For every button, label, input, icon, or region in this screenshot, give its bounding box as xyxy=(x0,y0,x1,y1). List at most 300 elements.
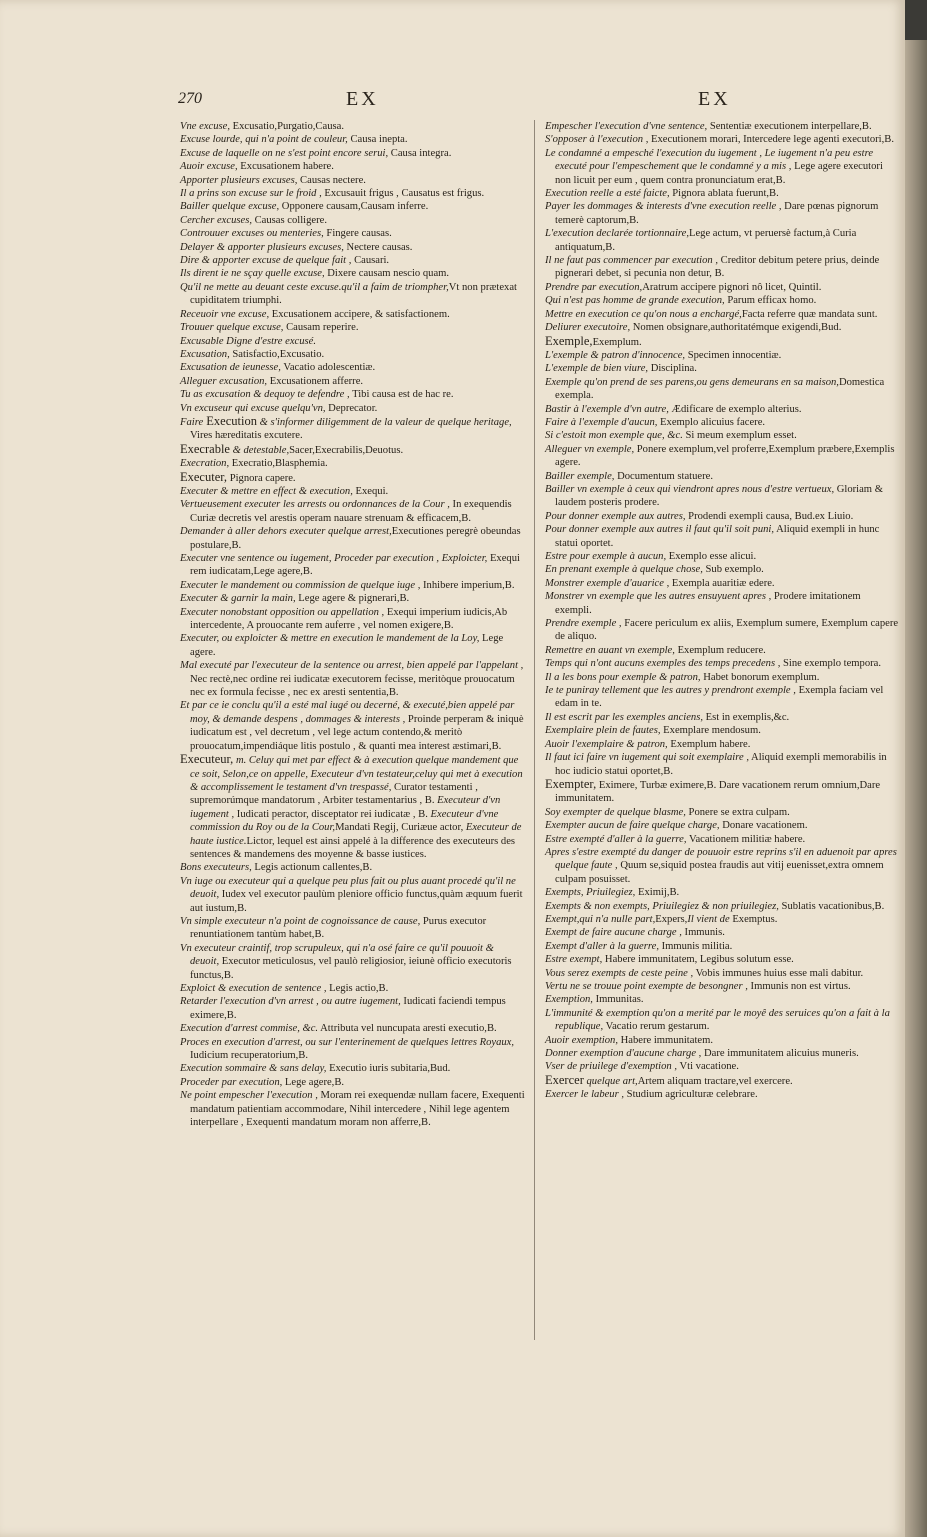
entry-latin: Iudicati peractor, disceptator rei iudicatæ , B. xyxy=(234,808,428,820)
entry-french: Faire xyxy=(180,416,204,428)
dictionary-entry xyxy=(180,1089,525,1129)
entry-french: Si c'estoit mon exemple que, &c. xyxy=(545,430,683,442)
dictionary-entry xyxy=(180,147,525,160)
entry-french: Excusation de ieunesse, xyxy=(180,362,281,374)
entry-french: Controuuer excuses ou menteries, xyxy=(180,228,324,240)
entry-french: Bailler quelque excuse, xyxy=(180,201,280,213)
entry-french: Monstrer exemple d'auarice , xyxy=(545,577,670,589)
dictionary-entry xyxy=(180,335,525,348)
entry-latin: Sententiæ executionem interpellare,B. xyxy=(707,121,872,132)
entry-french: Bastir à l'exemple d'vn autre, xyxy=(545,403,669,415)
dictionary-entry xyxy=(180,443,525,457)
entry-french: Exploict & execution de sentence , xyxy=(180,983,327,994)
entry-french: Il ne faut pas commencer par execution , xyxy=(545,255,718,267)
entry-latin: Executio iuris subitaria,Bud. xyxy=(326,1063,451,1075)
entry-latin: Vires hæreditatis excutere. xyxy=(190,430,303,442)
entry-french: Exercer le labeur , xyxy=(545,1089,625,1101)
entry-latin: Sublatis vacationibus,B. xyxy=(778,900,885,912)
dictionary-entry xyxy=(180,753,525,861)
dictionary-entry xyxy=(180,1076,525,1089)
dictionary-entry xyxy=(180,552,525,579)
entry-french: Prendre exemple , xyxy=(545,618,622,630)
entry-french: Proceder par execution, xyxy=(180,1076,283,1088)
entry-french: Empescher l'execution d'vne sentence, xyxy=(545,121,708,132)
dictionary-entry xyxy=(545,416,900,429)
dictionary-entry xyxy=(180,525,525,552)
dictionary-entry xyxy=(180,402,525,415)
entry-latin: Aratrum accipere pignori nô licet, Quintil. xyxy=(642,281,822,293)
entry-french: quelque art, xyxy=(583,1075,638,1087)
entry-french: Monstrer vn exemple que les autres ensuyuent apres , xyxy=(545,591,772,603)
entry-latin: Causari. xyxy=(351,255,390,267)
dictionary-entry xyxy=(545,147,900,187)
dictionary-entry xyxy=(180,606,525,633)
entry-latin: Excusationem afferre. xyxy=(267,375,364,387)
entry-french: Il vient de xyxy=(687,913,730,925)
dictionary-entry xyxy=(180,321,525,334)
entry-latin: Pignora ablata fuerunt,B. xyxy=(669,188,779,200)
entry-french: Receuoir vne excuse, xyxy=(180,308,270,320)
entry-french: Bons executeurs, xyxy=(180,862,252,874)
entry-latin: Expers, xyxy=(655,913,688,925)
entry-latin: Dare immunitatem alicuius muneris. xyxy=(701,1048,859,1060)
entry-latin: Lege agere,B. xyxy=(282,1076,345,1088)
dictionary-entry xyxy=(180,267,525,280)
entry-french: Exempt de faire aucune charge , xyxy=(545,927,682,939)
entry-latin: Documentum statuere. xyxy=(614,470,713,482)
dictionary-entry xyxy=(545,819,900,832)
dictionary-entry xyxy=(545,403,900,416)
entry-latin: Habet bonorum exemplum. xyxy=(700,671,820,683)
entry-french: Exempts & non exempts, Priuilegiez & non priuilegiez, xyxy=(545,900,779,912)
dictionary-entry xyxy=(180,915,525,942)
entry-headword: Executeur, xyxy=(180,752,234,767)
entry-french: Soy exempter de quelque blasme, xyxy=(545,806,686,818)
dictionary-entry xyxy=(180,133,525,146)
dictionary-entry xyxy=(545,724,900,737)
entry-french: Vertueusement executer les arrests ou ordonnances de la Cour , xyxy=(180,499,450,511)
entry-latin: Exemptus. xyxy=(729,913,778,925)
dictionary-entry xyxy=(545,349,900,362)
entry-latin: Execratio,Blasphemia. xyxy=(229,458,328,470)
entry-headword: Executer, xyxy=(180,469,228,484)
dictionary-entry xyxy=(545,1074,900,1088)
dictionary-entry xyxy=(180,659,525,699)
entry-french: Executer & mettre en effect & execution, xyxy=(180,485,353,497)
dictionary-entry xyxy=(545,254,900,281)
entry-french: Trouuer quelque excuse, xyxy=(180,322,284,334)
dictionary-entry xyxy=(545,1088,900,1101)
entry-latin: Specimen innocentiæ. xyxy=(685,349,782,361)
dictionary-entry xyxy=(545,953,900,966)
entry-french: Estre exempt, xyxy=(545,954,603,966)
entry-latin: Mandati Regij, Curiæue actor, xyxy=(335,822,464,834)
entry-latin: Attributa vel nuncupata aresti executio,B. xyxy=(318,1023,497,1035)
dictionary-entry xyxy=(180,592,525,605)
page-header xyxy=(178,88,738,118)
entry-latin: Iudicium recuperatorium,B. xyxy=(190,1050,308,1062)
entry-french: Executeur de haute iustice. xyxy=(190,822,522,847)
entry-french: Execution d'arrest commise, &c. xyxy=(180,1023,319,1035)
entry-french: & s'informer diligemment de la valeur de quelque heritage, xyxy=(256,416,512,428)
entry-french: Executer, ou exploicter & mettre en execution le mandement de la Loy, xyxy=(180,633,480,645)
entry-latin: Tibi causa est de hac re. xyxy=(349,389,454,401)
entry-latin: Facta referre quæ mandata sunt. xyxy=(741,308,878,320)
dictionary-entry xyxy=(545,806,900,819)
dictionary-entry xyxy=(180,471,525,485)
dictionary-entry xyxy=(180,200,525,213)
entry-french: Excuse de laquelle on ne s'est point encore serui, xyxy=(180,147,389,159)
right-column xyxy=(545,120,900,1102)
dictionary-entry xyxy=(545,886,900,899)
entry-french: Vn iuge ou executeur qui a quelque peu plus fait ou plus auant procedé qu'il ne deuoit, xyxy=(180,875,516,901)
entry-french: Dire & apporter excuse de quelque fait , xyxy=(180,255,352,267)
entry-french: Qui n'est pas homme de grande execution, xyxy=(545,295,725,307)
entry-french: Et par ce ie conclu qu'il a esté mal iugé ou decerné, & executé,bien appelé par moy, & demande despens , dommages & interests , xyxy=(180,700,515,725)
entry-latin: Si meum exemplum esset. xyxy=(682,430,797,442)
entry-french: L'execution declarée tortionnaire, xyxy=(545,228,689,240)
dictionary-entry xyxy=(545,711,900,724)
dictionary-entry xyxy=(180,1036,525,1063)
entry-french: Excusation, xyxy=(180,348,230,360)
dictionary-entry xyxy=(545,120,900,133)
entry-french: Execration, xyxy=(180,458,230,470)
entry-latin: Eximere, Turbæ eximere,B. Dare vacationem rerum omnium,Dare immunitatem. xyxy=(555,779,881,805)
dictionary-entry xyxy=(545,657,900,670)
entry-latin: Est in exemplis,&c. xyxy=(702,711,790,723)
entry-french: Exempt,qui n'a nulle part, xyxy=(545,913,656,925)
entry-latin: Ædificare de exemplo alterius. xyxy=(668,403,802,415)
entry-french: Executer & garnir la main, xyxy=(180,593,296,605)
entry-latin: Iudicati faciendi tempus eximere,B. xyxy=(190,996,506,1021)
entry-latin: Exempla faciam vel edam in te. xyxy=(555,685,884,710)
entry-french: Estre pour exemple à aucun, xyxy=(545,551,667,562)
entry-french: Executer vne sentence ou iugement, Proceder par execution , Exploicter, xyxy=(180,553,488,564)
dictionary-entry xyxy=(180,281,525,308)
entry-latin: Nomen obsignare,authoritatémque exigendi,Bud. xyxy=(630,322,842,334)
dictionary-entry xyxy=(545,335,900,349)
dictionary-entry xyxy=(545,967,900,980)
dictionary-entry xyxy=(180,348,525,361)
entry-latin: Exemplum reducere. xyxy=(674,644,766,656)
entry-latin: Excusatio,Purgatio,Causa. xyxy=(230,121,344,132)
entry-latin: Vacatio adolescentiæ. xyxy=(280,362,376,374)
entry-latin: In exequendis Curiæ decretis vel arestis operam nauare strenuam & efficacem,B. xyxy=(190,499,512,524)
entry-french: Executeur d'vn iugement , xyxy=(190,795,501,820)
entry-french: Executeur d'vne commission du Roy ou de la Cour, xyxy=(190,808,499,834)
dictionary-entry xyxy=(545,321,900,334)
entry-latin: Pignora capere. xyxy=(227,472,296,484)
entry-headword: Execrable xyxy=(180,441,230,456)
entry-french: Demander à aller dehors executer quelque arrest, xyxy=(180,526,392,538)
dictionary-entry xyxy=(545,1034,900,1047)
entry-french: Exempter aucun de faire quelque charge, xyxy=(545,820,720,832)
entry-french: Estre exempté d'aller à la guerre, xyxy=(545,833,687,845)
entry-latin: Prodere imitationem exempli. xyxy=(555,591,861,616)
entry-french: Vne excuse, xyxy=(180,121,230,132)
entry-latin: Executor meticulosus, vel paulò religiosior, ieiunè officio executoris functus,B. xyxy=(190,956,512,981)
entry-latin: Exemplo esse alicui. xyxy=(666,551,757,562)
entry-french: Il a prins son excuse sur le froid , xyxy=(180,188,322,200)
dictionary-entry xyxy=(545,913,900,926)
entry-latin: Exequi rem iudicatam,Lege agere,B. xyxy=(190,553,520,578)
entry-latin: Sine exemplo tempora. xyxy=(780,658,882,670)
dictionary-entry xyxy=(545,227,900,254)
dictionary-entry xyxy=(180,375,525,388)
entry-french: Delayer & apporter plusieurs excuses, xyxy=(180,241,344,253)
entry-latin: Executiones peregrè obeundas postulare,B. xyxy=(190,526,521,551)
dictionary-entry xyxy=(180,227,525,240)
entry-latin: Nec rectè,nec ordine rei iudicatæ executorem fecisse, meritòque prouocatum nec ex formula fecisse , nec ex aresti sententia,B. xyxy=(190,673,515,699)
dictionary-entry xyxy=(545,510,900,523)
entry-latin: Sacer,Execrabilis,Deuotus. xyxy=(289,444,404,456)
dictionary-entry xyxy=(545,980,900,993)
dictionary-entry xyxy=(545,900,900,913)
entry-latin: Parum efficax homo. xyxy=(724,295,817,307)
entry-latin: Purus executor renuntiationem tantùm habet,B. xyxy=(190,915,487,941)
entry-french: Executer nonobstant opposition ou appellation , xyxy=(180,606,385,618)
entry-latin: Exequi. xyxy=(352,485,389,497)
column-rule xyxy=(534,120,535,1340)
dictionary-entry xyxy=(180,174,525,187)
entry-french: L'exemple & patron d'innocence, xyxy=(545,349,686,361)
entry-latin: Exequi imperium iudicis,Ab intercedente, A prouocante rem auferre , vel nomen exigere,B. xyxy=(190,606,508,632)
dictionary-entry xyxy=(545,1060,900,1073)
dictionary-entry xyxy=(180,699,525,753)
entry-french: Executer le mandement ou commission de quelque iuge , xyxy=(180,579,421,591)
entry-latin: Exemplum. xyxy=(592,336,642,348)
entry-latin: Causa integra. xyxy=(388,147,452,159)
dictionary-entry xyxy=(180,241,525,254)
entry-latin: Legis actio,B. xyxy=(326,983,389,994)
entry-latin: Quum se,siquid postea fraudis aut vitij euenisset,extra omnem culpam posuisset. xyxy=(555,860,884,885)
entry-latin: Ponere exemplum,vel proferre,Exemplum præbere,Exemplis agere. xyxy=(555,443,895,469)
entry-french: Vn excuseur qui excuse quelqu'vn, xyxy=(180,402,326,414)
entry-latin: Vobis immunes huius esse mali dabitur. xyxy=(693,967,864,979)
dictionary-entry xyxy=(545,550,900,563)
entry-latin: Causa inepta. xyxy=(347,134,408,146)
entry-latin: Dixere causam nescio quam. xyxy=(324,268,450,280)
entry-french: Il est escrit par les exemples anciens, xyxy=(545,711,703,723)
entry-french: Prendre par execution, xyxy=(545,281,643,293)
entry-french: Donner exemption d'aucune charge , xyxy=(545,1048,702,1060)
entry-latin: Exempla auaritiæ edere. xyxy=(669,577,775,589)
dictionary-entry xyxy=(545,443,900,470)
entry-latin: Excusauit frigus , Causatus est frigus. xyxy=(321,188,485,200)
entry-french: S'opposer à l'execution , xyxy=(545,134,649,146)
entry-latin: Facere periculum ex aliis, Exemplum sumere, Exemplum capere de aliquo. xyxy=(555,618,899,643)
dictionary-entry xyxy=(180,498,525,525)
entry-french: Payer les dommages & interests d'vne execution reelle , xyxy=(545,201,782,213)
dictionary-entry xyxy=(180,1022,525,1035)
page-number: 270 xyxy=(178,90,202,107)
dictionary-entry xyxy=(545,833,900,846)
entry-latin: Immunis. xyxy=(681,927,725,939)
entry-latin: Excusationem accipere, & satisfactionem. xyxy=(269,308,450,320)
entry-latin: Gloriam & laudem posteris prodere. xyxy=(555,483,883,509)
entry-latin: Satisfactio,Excusatio. xyxy=(229,348,325,360)
entry-french: Vous serez exempts de ceste peine , xyxy=(545,967,694,979)
dictionary-entry xyxy=(545,644,900,657)
entry-french: Temps qui n'ont aucuns exemples des temps precedens , xyxy=(545,658,781,670)
dictionary-entry xyxy=(545,563,900,576)
dictionary-entry xyxy=(545,926,900,939)
dictionary-entry xyxy=(545,846,900,886)
entry-french: Mettre en execution ce qu'on nous a enchargé, xyxy=(545,308,742,320)
entry-latin: Fingere causas. xyxy=(323,228,392,240)
dictionary-entry xyxy=(545,200,900,227)
entry-latin: Inhibere imperium,B. xyxy=(420,579,515,591)
entry-latin: Vt non prætexat cupiditatem triumphi. xyxy=(190,281,517,307)
entry-latin: Immunis non est virtus. xyxy=(747,981,851,992)
entry-french: Excuse lourde, qui n'a point de couleur, xyxy=(180,134,348,146)
entry-french: Auoir l'exemplaire & patron, xyxy=(545,738,668,750)
dictionary-entry xyxy=(180,485,525,498)
dictionary-entry xyxy=(545,617,900,644)
entry-french: Vertu ne se trouue point exempte de besongner , xyxy=(545,981,748,992)
dictionary-entry xyxy=(180,120,525,133)
entry-french: Deliurer executoire, xyxy=(545,322,631,334)
dictionary-entry xyxy=(180,875,525,915)
dictionary-entry xyxy=(180,308,525,321)
entry-latin: Causas colligere. xyxy=(251,214,327,226)
dictionary-entry xyxy=(180,415,525,443)
entry-french: Remettre en auant vn exemple, xyxy=(545,644,675,656)
dictionary-entry xyxy=(180,982,525,995)
entry-latin: Excusationem habere. xyxy=(237,161,334,173)
entry-french: Vser de priuilege d'exemption , xyxy=(545,1061,678,1073)
entry-latin: Artem aliquam tractare,vel exercere. xyxy=(637,1075,793,1087)
dictionary-entry xyxy=(180,632,525,659)
dictionary-entry xyxy=(180,579,525,592)
entry-latin: Immunis militia. xyxy=(658,940,733,952)
entry-french: Cercher excuses, xyxy=(180,214,252,226)
dictionary-entry xyxy=(545,294,900,307)
entry-latin: Habere immunitatem. xyxy=(617,1034,713,1046)
dictionary-entry xyxy=(545,470,900,483)
entry-french: Ne point empescher l'execution , xyxy=(180,1090,318,1102)
entry-french: Pour donner exemple aux autres il faut qu'il soit puni, xyxy=(545,524,775,536)
entry-french: Proces en execution d'arrest, ou sur l'enterinement de quelques lettres Royaux, xyxy=(180,1036,515,1048)
dictionary-entry xyxy=(180,1062,525,1075)
entry-latin: Creditor debitum petere prius, deinde pignerari debet, si pecunia non detur, B. xyxy=(555,255,880,280)
entry-french: Mal executé par l'executeur de la sentence ou arrest, bien appelé par l'appelant , xyxy=(180,660,524,672)
dictionary-entry xyxy=(545,590,900,617)
dictionary-entry xyxy=(180,214,525,227)
entry-latin: Lictor, lequel est ainsi appelé à la difference des executeurs des sentences & mandemens des moyenne & basse iustices. xyxy=(190,835,516,860)
entry-french: Alleguer vn exemple, xyxy=(545,443,635,455)
entry-french: Vn simple executeur n'a point de cognoissance de cause, xyxy=(180,915,421,927)
entry-latin: Ponere se extra culpam. xyxy=(685,806,790,818)
dictionary-entry xyxy=(180,254,525,267)
entry-latin: Moram rei exequendæ nullam facere, Exequenti mandatum patientiam accommodare, Nihil intercedere , Nihil lege agentem interpellare , Exequenti mandatum moram non afferre,B. xyxy=(190,1090,525,1129)
dictionary-entry xyxy=(180,457,525,470)
entry-french: Tu as excusation & dequoy te defendre , xyxy=(180,389,350,401)
entry-latin: Legis actionum callentes,B. xyxy=(251,862,373,874)
dictionary-entry xyxy=(180,187,525,200)
entry-french: Auoir exemption, xyxy=(545,1034,618,1046)
entry-latin: Studium agriculturæ celebrare. xyxy=(624,1089,758,1101)
entry-latin: Proinde perperam & iniquè iudicatum est , vel decretum , vel lege actum contendo,& meritò prouocatum,impendiáque litis postulo , & quanti mea interest æstimari,B. xyxy=(190,713,524,752)
running-head-left: EX xyxy=(346,88,379,110)
entry-headword: Exercer xyxy=(545,1072,584,1087)
dictionary-entry xyxy=(180,388,525,401)
dictionary-entry xyxy=(545,1047,900,1060)
entry-latin: Opponere causam,Causam inferre. xyxy=(279,201,429,213)
dictionary-entry xyxy=(180,942,525,982)
entry-latin: Iudex vel executor paulùm pleniore officio functus,quàm æquum fuerit aut iustum,B. xyxy=(190,889,523,914)
entry-latin: Eximij,B. xyxy=(635,887,680,899)
dictionary-entry xyxy=(180,160,525,173)
dictionary-entry xyxy=(545,577,900,590)
dictionary-entry xyxy=(180,361,525,374)
entry-french: L'immunité & exemption qu'on a merité par le moyê des seruices qu'on a fait à la republique, xyxy=(545,1007,890,1033)
entry-latin: Immunitas. xyxy=(592,994,644,1006)
dictionary-entry xyxy=(180,995,525,1022)
dictionary-entry xyxy=(545,671,900,684)
dictionary-entry xyxy=(545,1007,900,1034)
entry-latin: Sub exemplo. xyxy=(702,564,764,576)
entry-latin: Habere immunitatem, Legibus solutum esse. xyxy=(602,954,794,966)
entry-french: Exemple qu'on prend de ses parens,ou gens demeurans en sa maison, xyxy=(545,376,839,388)
dictionary-entry xyxy=(545,993,900,1006)
entry-french: Vn executeur craintif, trop scrupuleux, qui n'a osé faire ce qu'il pouuoit & deuoit, xyxy=(180,942,494,968)
entry-latin: Lege agere executori non licuit per eum , quem contra pronunciatum erat,B. xyxy=(555,161,883,186)
entry-latin: Aliquid exempli in hunc statui oportet. xyxy=(555,524,880,549)
entry-latin: Exemplare mendosum. xyxy=(660,725,761,737)
entry-french: Exempts, Priuilegiez, xyxy=(545,887,636,899)
entry-french: L'exemple de bien viure, xyxy=(545,363,649,375)
entry-latin: Deprecator. xyxy=(325,402,378,414)
entry-french: Apporter plusieurs excuses, xyxy=(180,174,298,186)
dictionary-entry xyxy=(545,684,900,711)
entry-french: Execution sommaire & sans delay, xyxy=(180,1063,327,1075)
entry-french: Exemption, xyxy=(545,994,593,1006)
entry-french: Ils dirent ie ne sçay quelle excuse, xyxy=(180,268,325,280)
dictionary-entry xyxy=(545,281,900,294)
entry-headword: Exemple, xyxy=(545,333,593,348)
entry-french: En prenant exemple à quelque chose, xyxy=(545,564,703,576)
entry-french: Il a les bons pour exemple & patron, xyxy=(545,671,701,683)
dictionary-entry xyxy=(545,751,900,778)
entry-french: Excusable Digne d'estre excusé. xyxy=(180,335,317,347)
entry-french: Bailler vn exemple à ceux qui viendront apres nous d'estre vertueux, xyxy=(545,483,835,495)
entry-latin: Vacatio rerum gestarum. xyxy=(603,1021,710,1033)
entry-latin: Vacationem militiæ habere. xyxy=(686,833,806,845)
entry-french: Ie te puniray tellement que les autres y prendront exemple , xyxy=(545,685,796,697)
entry-french: Pour donner exemple aux autres, xyxy=(545,510,686,522)
entry-latin: Causam reperire. xyxy=(283,322,359,334)
entry-french: & detestable, xyxy=(229,444,290,456)
entry-headword: Exempter, xyxy=(545,776,597,791)
entry-latin: Lege actum, vt peruersè factum,à Curia antiquatum,B. xyxy=(555,228,857,253)
running-head-right: EX xyxy=(698,88,731,110)
entry-french: Il faut ici faire vn iugement qui soit exemplaire , xyxy=(545,752,749,764)
entry-latin: Vti vacatione. xyxy=(677,1061,739,1073)
entry-french: Bailler exemple, xyxy=(545,470,615,482)
entry-latin: Donare vacationem. xyxy=(719,820,808,832)
entry-headword: Execution xyxy=(203,413,257,428)
dictionary-entry xyxy=(180,861,525,874)
entry-french: Apres s'estre exempté du danger de pouuoir estre reprins s'il en aduenoit par apres quelque faute , xyxy=(545,846,897,872)
entry-latin: Prodendi exempli causa, Bud.ex Liuio. xyxy=(685,510,854,522)
entry-latin: Disciplina. xyxy=(648,363,697,375)
entry-french: Le condamné a empesché l'execution du iugement , Le iugement n'a peu estre executé pour l'empeschement que le condamné y a mis , xyxy=(545,147,874,173)
entry-latin: Curator testamenti , supremorúmque mandatorum , Arbiter testamentarius , B. xyxy=(190,781,478,807)
entry-latin: Causas nectere. xyxy=(297,174,366,186)
entry-latin: Aliquid exempli memorabilis in hoc iudicio statui oportet,B. xyxy=(555,752,887,777)
entry-latin: Dare pœnas pignorum temerè captorum,B. xyxy=(555,201,879,226)
